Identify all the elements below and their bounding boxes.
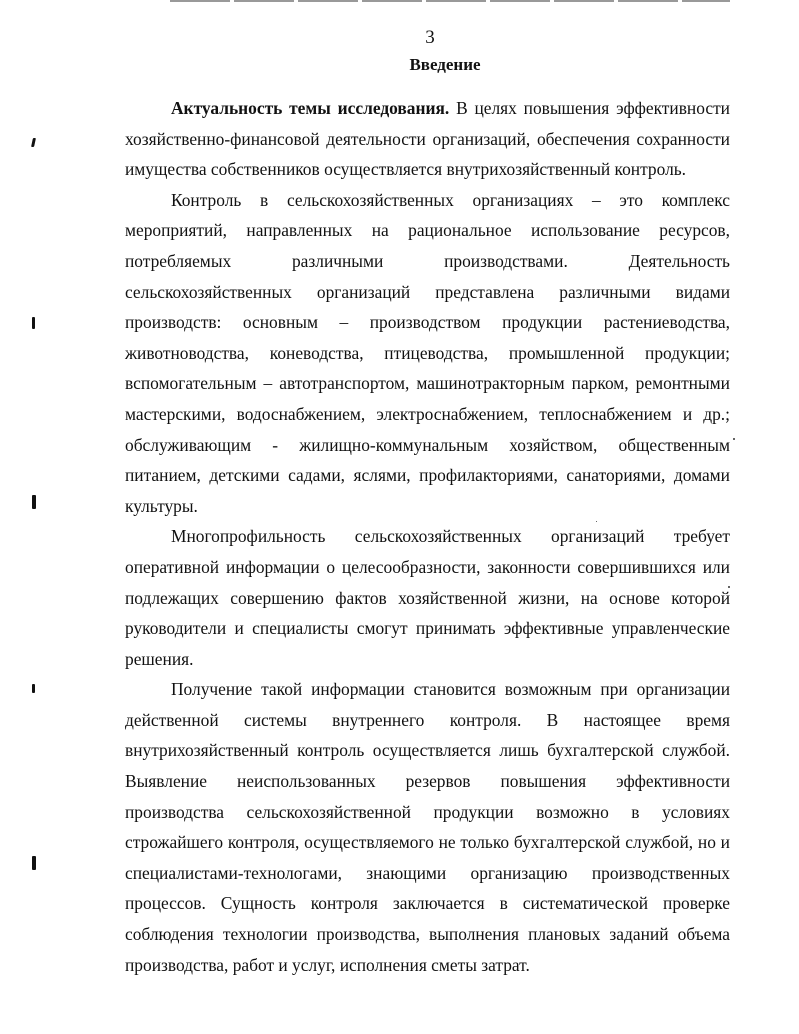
page-number: 3: [425, 27, 435, 48]
binding-hole-mark: [32, 856, 36, 870]
binding-hole-mark: [32, 317, 35, 329]
paragraph-control-definition: Контроль в сельскохозяйственных организациях – это комплекс мероприятий, направленных на рациональное использование ресурсов, потребляемых различными производствами. Деятельность сельскохозяйственных организаций представлена различными видами производств: основным – производством продукции растениеводства, животноводства, коневодства, птицеводства, промышленной продукции; вспомогательным – автотранспортом, машинотракторным парком, ремонтными мастерскими, водоснабжением, электроснабжением, теплоснабжением и др.; обслуживающим - жилищно-коммунальным хозяйством, общественным питанием, детскими садами, яслями, профилакториями, санаториями, домами культуры.: [125, 189, 730, 516]
scan-top-edge: [170, 0, 730, 2]
section-heading: Введение: [409, 55, 481, 74]
body-text: [125, 93, 730, 980]
binding-hole-mark: [31, 138, 36, 147]
scan-speck: [733, 438, 735, 440]
paragraph-text: В целях повышения эффективности хозяйственно-финансовой деятельности организаций, обеспечения сохранности имущества собственников осуществляется внутрихозяйственный контроль.: [125, 98, 730, 180]
paragraph-relevance: [125, 93, 730, 185]
paragraph-information: Получение такой информации становится возможным при организации действенной системы внутреннего контроля. В настоящее время внутрихозяйственный контроль осуществляется лишь бухгалтерской службой. Выявление неиспользованных резервов повышения эффективности производства сельскохозяйственной продукции возможно в условиях строжайшего контроля, осуществляемого не только бухгалтерской службой, но и специалистами-технологами, знающими организацию производственных процессов. Сущность контроля заключается в систематической проверке соблюдения технологии производства, выполнения плановых заданий объема производства, работ и услуг, исполнения сметы затрат.: [125, 679, 730, 975]
binding-hole-mark: [32, 495, 36, 509]
paragraph-lead: Актуальность темы исследования.: [171, 98, 450, 118]
paragraph-multiprofile: Многопрофильность сельскохозяйственных организаций требует оперативной информации о целесообразности, законности совершившихся или подлежащих совершению фактов хозяйственной жизни, на основе которой руководители и специалисты смогут принимать эффективные управленческие решения.: [125, 526, 730, 669]
binding-hole-mark: [32, 684, 35, 693]
